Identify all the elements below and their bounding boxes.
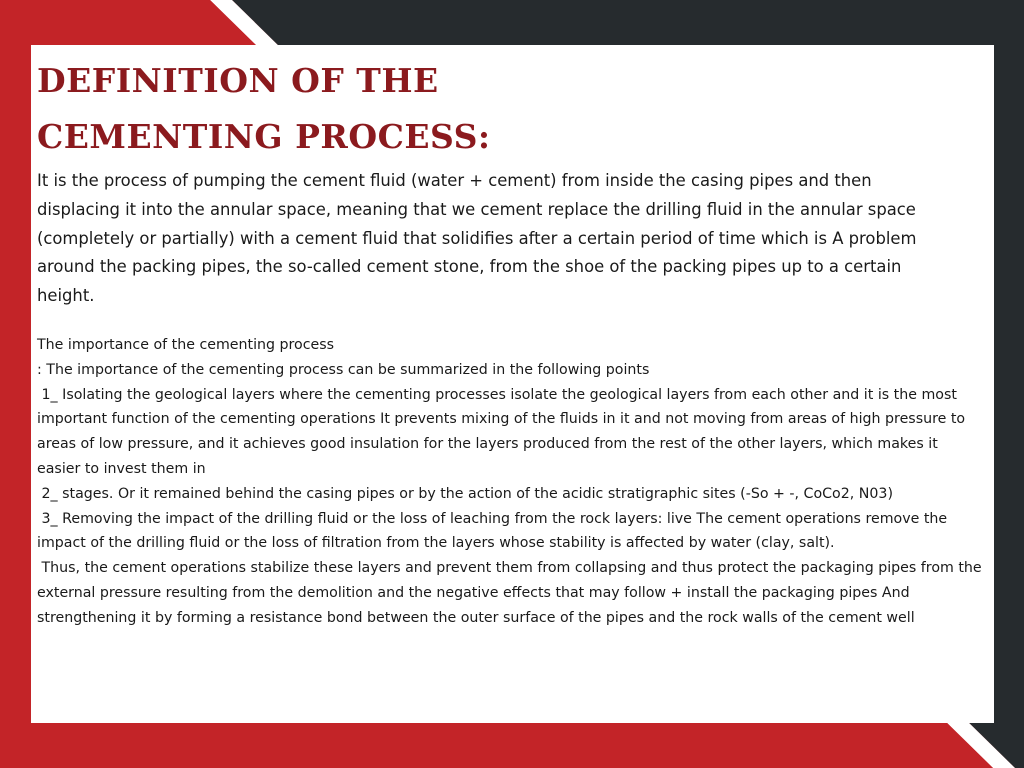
point-2: 2_ stages. Or it remained behind the casing pipes or by the action of the acidic stratigraphic sites (-So + -, CoCo2, N03): [37, 485, 893, 502]
section-heading: The importance of the cementing process: [37, 336, 335, 353]
point-3: 3_ Removing the impact of the drilling fluid or the loss of leaching from the rock layers: live The cement operations remove the impact of the drilling fluid or the loss of filtration from the layers whose stability is affected by water (clay, salt).: [37, 510, 952, 552]
conclusion-paragraph: Thus, the cement operations stabilize these layers and prevent them from collapsing and thus protect the packaging pipes from the external pressure resulting from the demolition and the negative effects that may follow + install the packaging pipes And strengthening it by forming a resistance bond between the outer surface of the pipes and the rock walls of the cement well: [37, 560, 987, 626]
details-section: [37, 333, 987, 631]
section-lead: : The importance of the cementing process can be summarized in the following points: [37, 361, 650, 378]
content-card: [31, 45, 994, 723]
intro-paragraph: It is the process of pumping the cement fluid (water + cement) from inside the casing pipes and then displacing it into the annular space, meaning that we cement replace the drilling fluid in the annular space (completely or partially) with a cement fluid that solidifies after a certain period of time which is A problem around the packing pipes, the so-called cement stone, from the shoe of the packing pipes up to a certain height.: [37, 171, 917, 306]
point-1: 1_ Isolating the geological layers where the cementing processes isolate the geological layers from each other and it is the most important function of the cementing operations It prevents mixing of the fluids in it and not moving from areas of high pressure to areas of low pressure, and it achieves good insulation for the layers produced from the rest of the other layers, which makes it easier to invest them in: [37, 386, 970, 477]
slide-title: DEFINITION OF THE CEMENTING PROCESS:: [37, 61, 491, 156]
